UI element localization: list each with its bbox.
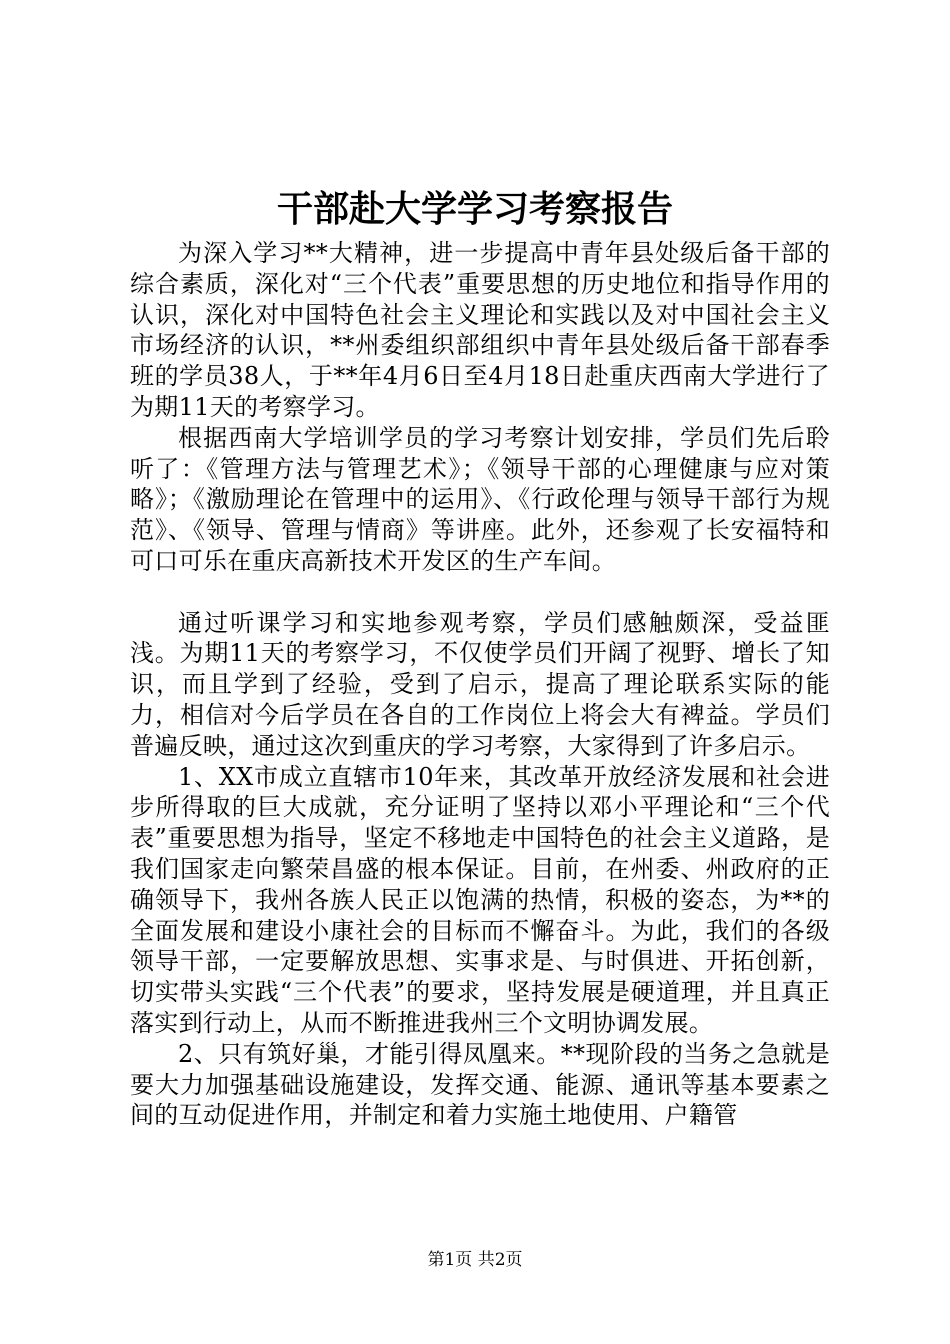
paragraph-point-2: 2、只有筑好巢，才能引得凤凰来。**现阶段的当务之急就是要大力加强基础设施建设，发挥交通、能源、通讯等基本要素之间的互动促进作用，并制定和着力实施土地使用、户籍管 bbox=[130, 1039, 830, 1130]
page-number-footer: 第1页 共2页 bbox=[427, 1250, 523, 1270]
document-body bbox=[130, 238, 830, 1131]
paragraph-point-1: 1、XX市成立直辖市10年来，其改革开放经济发展和社会进步所得取的巨大成就，充分证明了坚持以邓小平理论和“三个代表”重要思想为指导，坚定不移地走中国特色的社会主义道路，是我们国家走向繁荣昌盛的根本保证。目前，在州委、州政府的正确领导下，我州各族人民正以饱满的热情，积极的姿态，为**的全面发展和建设小康社会的目标而不懈奋斗。为此，我们的各级领导干部，一定要解放思想、实事求是、与时俱进、开拓创新，切实带头实践“三个代表”的要求，坚持发展是硬道理，并且真正落实到行动上，从而不断推进我州三个文明协调发展。 bbox=[130, 762, 830, 1037]
document-title: 干部赴大学学习考察报告 bbox=[276, 188, 673, 230]
paragraph-impressions: 通过听课学习和实地参观考察，学员们感触颇深，受益匪浅。为期11天的考察学习，不仅使学员们开阔了视野、增长了知识，而且学到了经验，受到了启示，提高了理论联系实际的能力，相信对今后学员在各自的工作岗位上将会大有裨益。学员们普遍反映，通过这次到重庆的学习考察，大家得到了许多启示。 bbox=[130, 608, 830, 760]
paragraph-lectures: 根据西南大学培训学员的学习考察计划安排，学员们先后聆听了：《管理方法与管理艺术》；《领导干部的心理健康与应对策略》；《激励理论在管理中的运用》、《行政伦理与领导干部行为规范》、《领导、管理与情商》等讲座。此外，还参观了长安福特和可口可乐在重庆高新技术开发区的生产车间。 bbox=[130, 423, 830, 575]
paragraph-intro: 为深入学习**大精神，进一步提高中青年县处级后备干部的综合素质，深化对“三个代表”重要思想的历史地位和指导作用的认识，深化对中国特色社会主义理论和实践以及对中国社会主义市场经济的认识，**州委组织部组织中青年县处级后备干部春季班的学员38人，于**年4月6日至4月18日赴重庆西南大学进行了为期11天的考察学习。 bbox=[130, 239, 830, 421]
paragraph-gap bbox=[130, 577, 830, 608]
